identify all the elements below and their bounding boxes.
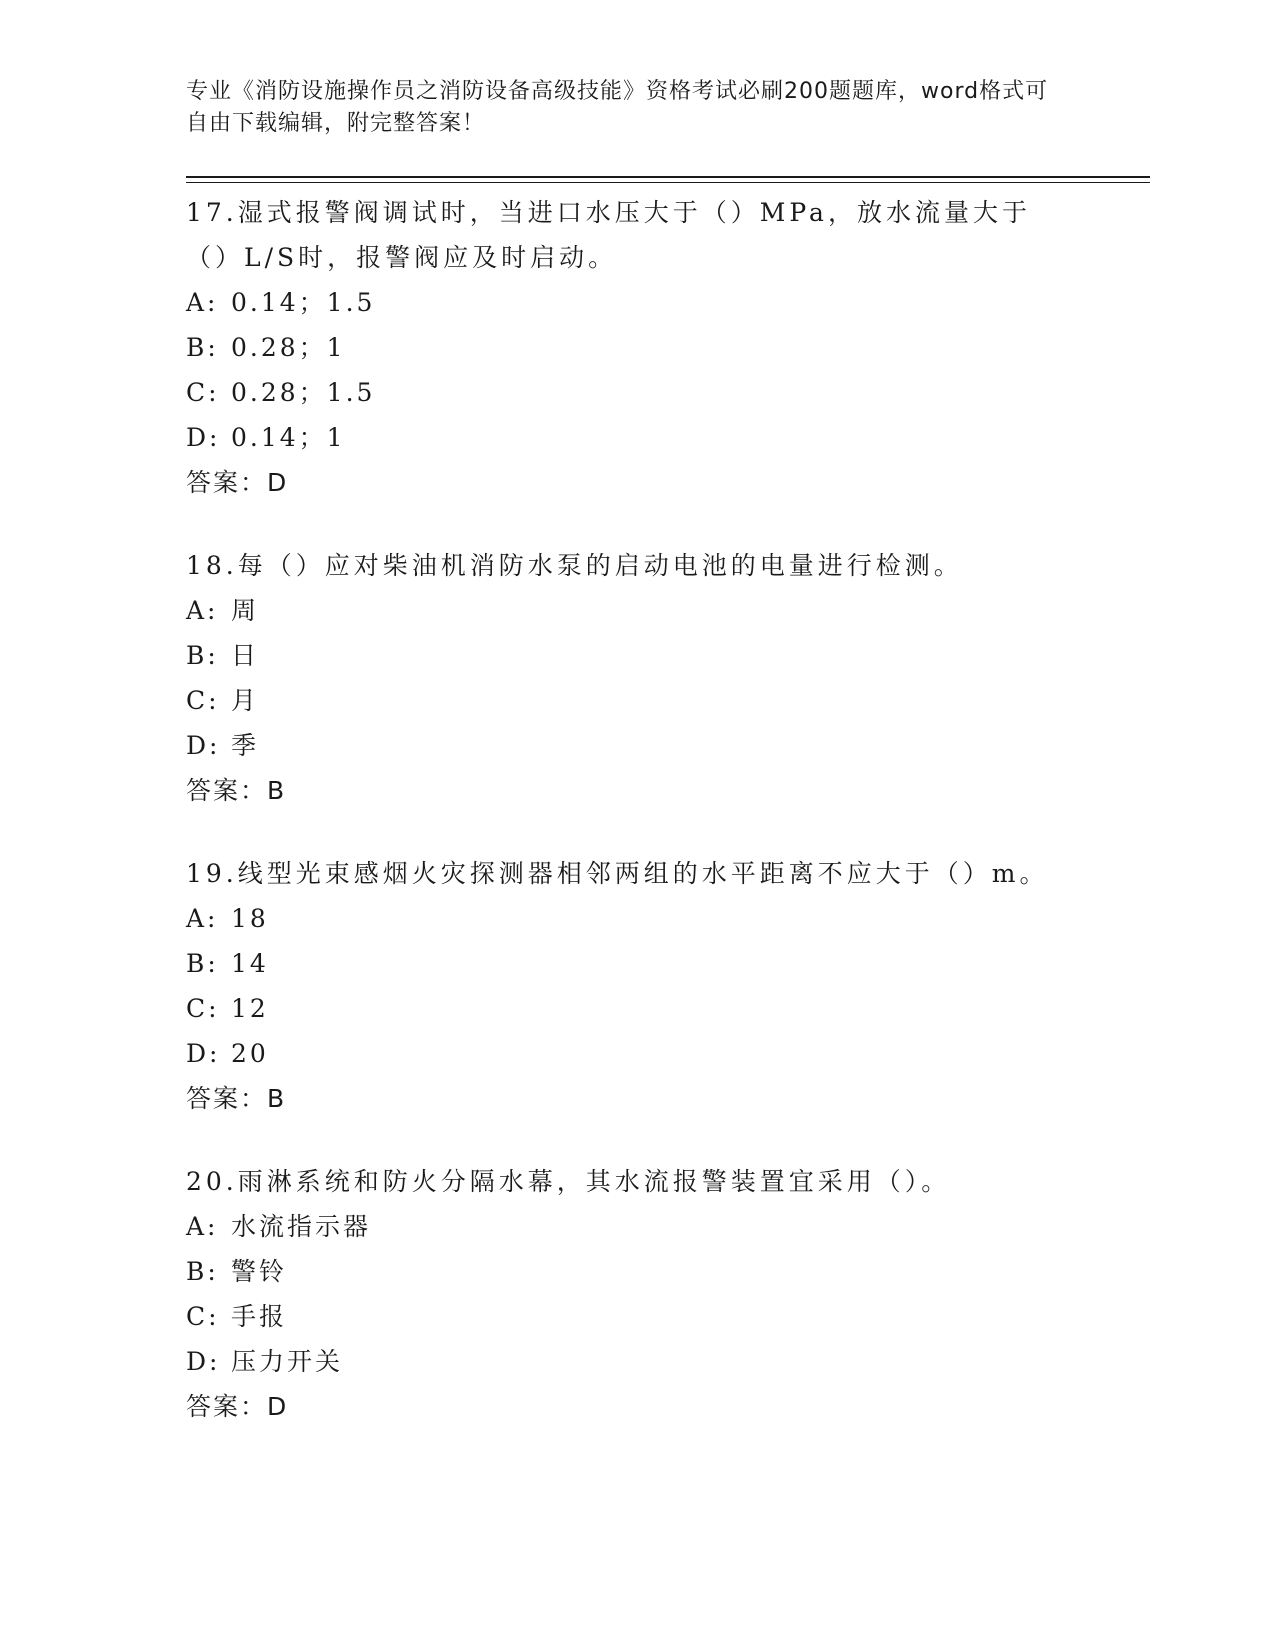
option-key: D:	[186, 423, 221, 452]
option-c	[186, 1294, 1066, 1339]
answer-line	[186, 768, 1066, 813]
option-d	[186, 1031, 1066, 1076]
option-d	[186, 1339, 1066, 1384]
option-key: B:	[186, 333, 219, 362]
option-text: 月	[231, 686, 260, 715]
option-c	[186, 370, 1066, 415]
option-text: 水流指示器	[231, 1212, 372, 1241]
option-b	[186, 941, 1066, 986]
option-key: A:	[186, 596, 219, 625]
question-stem: 19.线型光束感烟火灾探测器相邻两组的水平距离不应大于（）m。	[186, 859, 1049, 888]
answer-value: D	[267, 468, 289, 497]
option-text: 季	[231, 731, 260, 760]
option-key: B:	[186, 1257, 219, 1286]
option-text: 警铃	[231, 1257, 288, 1286]
document-header: 专业《消防设施操作员之消防设备高级技能》资格考试必刷200题题库，word格式可自由下载编辑，附完整答案！	[186, 79, 1049, 136]
header-divider-top	[186, 176, 1150, 178]
option-text: 14	[231, 949, 269, 978]
answer-value: B	[267, 776, 287, 805]
question-stem: 20.雨淋系统和防火分隔水幕，其水流报警装置宜采用（）。	[186, 1167, 951, 1196]
answer-line	[186, 1076, 1066, 1121]
option-d	[186, 415, 1066, 460]
option-b	[186, 633, 1066, 678]
answer-value: B	[267, 1084, 287, 1113]
answer-label: 答案：	[186, 1084, 268, 1113]
option-key: D:	[186, 1347, 221, 1376]
option-text: 周	[231, 596, 260, 625]
option-text: 0.28；1	[231, 333, 346, 362]
option-key: A:	[186, 1212, 219, 1241]
option-key: C:	[186, 686, 220, 715]
option-key: D:	[186, 731, 221, 760]
question-item	[186, 1159, 1066, 1429]
option-text: 0.14；1	[231, 423, 346, 452]
option-key: A:	[186, 904, 219, 933]
option-text: 0.28；1.5	[231, 378, 376, 407]
answer-label: 答案：	[186, 776, 268, 805]
option-a	[186, 588, 1066, 633]
answer-label: 答案：	[186, 1392, 268, 1421]
option-text: 0.14；1.5	[231, 288, 376, 317]
option-text: 手报	[231, 1302, 288, 1331]
option-key: C:	[186, 378, 220, 407]
option-key: C:	[186, 1302, 220, 1331]
option-d	[186, 723, 1066, 768]
answer-line	[186, 460, 1066, 505]
question-stem: 17.湿式报警阀调试时，当进口水压大于（）MPa，放水流量大于（）L/S时，报警阀应及时启动。	[186, 198, 1031, 272]
header-divider-bottom	[186, 182, 1150, 183]
answer-line	[186, 1384, 1066, 1429]
answer-label: 答案：	[186, 468, 268, 497]
option-text: 18	[231, 904, 269, 933]
option-key: B:	[186, 949, 219, 978]
question-list	[186, 190, 1066, 1467]
option-text: 12	[231, 994, 269, 1023]
option-key: B:	[186, 641, 219, 670]
answer-value: D	[267, 1392, 289, 1421]
option-a	[186, 280, 1066, 325]
option-key: C:	[186, 994, 220, 1023]
option-text: 20	[231, 1039, 269, 1068]
option-key: A:	[186, 288, 219, 317]
option-b	[186, 1249, 1066, 1294]
question-item	[186, 851, 1066, 1121]
question-stem: 18.每（）应对柴油机消防水泵的启动电池的电量进行检测。	[186, 551, 963, 580]
option-text: 日	[231, 641, 260, 670]
question-item	[186, 190, 1066, 505]
option-b	[186, 325, 1066, 370]
option-c	[186, 678, 1066, 723]
option-text: 压力开关	[231, 1347, 344, 1376]
option-a	[186, 896, 1066, 941]
option-a	[186, 1204, 1066, 1249]
option-c	[186, 986, 1066, 1031]
option-key: D:	[186, 1039, 221, 1068]
question-item	[186, 543, 1066, 813]
